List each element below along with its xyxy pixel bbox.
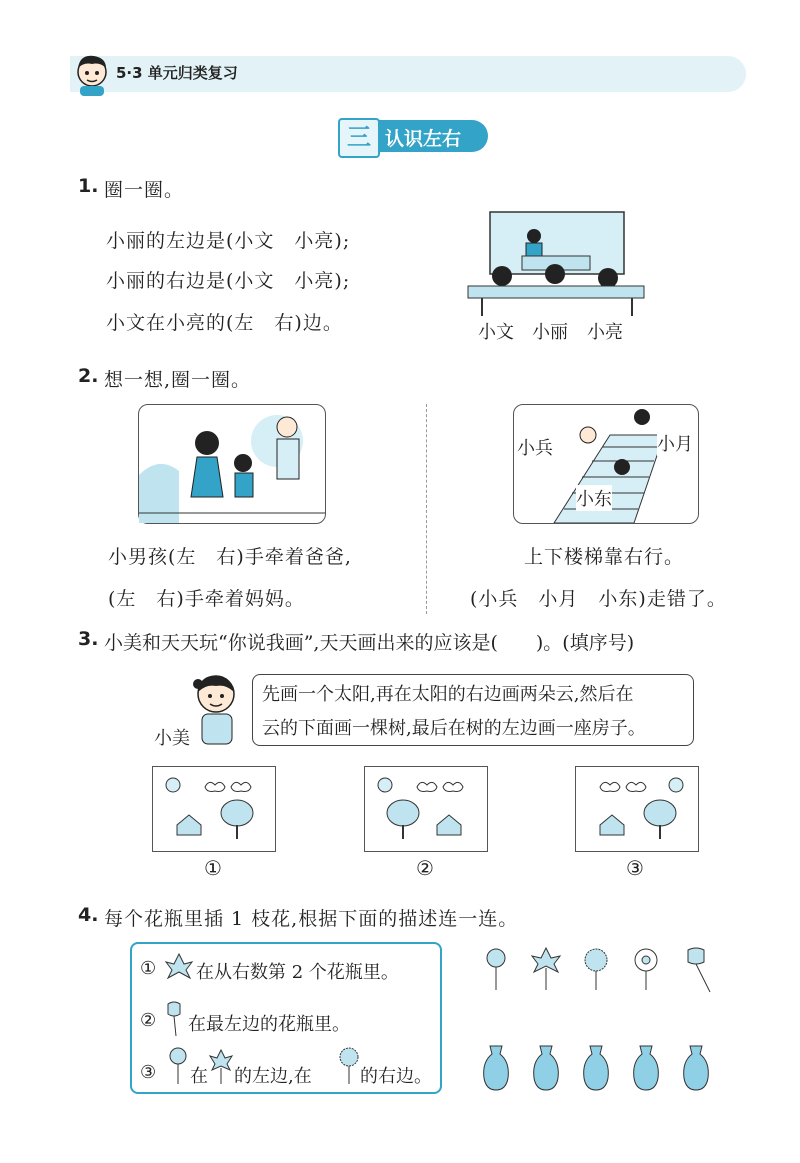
statement-2-mark: ② [140, 1010, 157, 1031]
option-1-picture [152, 766, 276, 852]
q2-left-line-1: 小男孩(左 右)手牵着爸爸, [108, 546, 352, 568]
vase-icon [584, 1046, 609, 1090]
speech-line-1: 先画一个太阳,再在太阳的右边画两朵云,然后在 [262, 684, 634, 705]
label-xiaodong: 小东 [576, 485, 612, 511]
statement-1-mark: ① [140, 958, 157, 979]
q1-line-1: 小丽的左边是(小文 小亮); [106, 230, 351, 252]
name-xiaoliang: 小亮 [587, 322, 623, 343]
q4-number: 4. [78, 904, 99, 926]
name-xiaowen: 小文 [478, 322, 514, 343]
statement-2-text: 在最左边的花瓶里。 [188, 1014, 350, 1035]
q1-line-2: 小丽的右边是(小文 小亮); [106, 270, 351, 292]
section-title: 认识左右 [385, 128, 462, 150]
lily-flower-icon [532, 948, 560, 990]
vases-row [476, 1044, 726, 1092]
divider [426, 404, 427, 614]
tulip-flower-icon [688, 948, 710, 992]
q1-number: 1. [78, 175, 99, 197]
section-number: 三 [338, 118, 380, 158]
family-walk-picture [138, 404, 326, 524]
q2-left-line-2: (左 右)手牵着妈妈。 [108, 588, 305, 610]
classroom-illustration [462, 208, 652, 318]
rose-flower-icon [166, 1046, 190, 1086]
rose-flower-icon [487, 949, 505, 990]
statement-3-text-c: 的右边。 [360, 1066, 432, 1087]
q1-prompt: 圈一圈。 [104, 179, 185, 201]
q2-number: 2. [78, 365, 99, 387]
statement-1-text: 在从右数第 2 个花瓶里。 [196, 962, 399, 983]
q2-right-line-2: (小兵 小月 小东)走错了。 [470, 588, 727, 610]
chrysanthemum-flower-icon [336, 1046, 362, 1086]
speech-line-2: 云的下面画一棵树,最后在树的左边画一座房子。 [262, 718, 646, 739]
q1-line-3: 小文在小亮的(左 右)边。 [106, 312, 343, 334]
chrysanthemum-flower-icon [585, 949, 607, 990]
mascot-boy-icon [72, 52, 112, 96]
option-2-picture [364, 766, 488, 852]
option-1-label: ① [204, 856, 222, 880]
label-xiaobing: 小兵 [517, 434, 553, 460]
label-xiaoyue: 小月 [657, 430, 693, 456]
q2-prompt: 想一想,圈一圈。 [104, 369, 252, 391]
q4-prompt: 每个花瓶里插 1 枝花,根据下面的描述连一连。 [104, 908, 519, 930]
xiaomei-girl-icon [190, 668, 246, 746]
speaker-xiaomei: 小美 [154, 728, 190, 749]
option-3-label: ③ [626, 856, 644, 880]
vase-icon [484, 1046, 509, 1090]
lily-flower-icon [164, 950, 194, 984]
statement-3-text-b: 的左边,在 [234, 1066, 312, 1087]
q3-prompt: 小美和天天玩“你说我画”,天天画出来的应该是( )。(填序号) [104, 632, 635, 654]
statement-3-text-a: 在 [190, 1066, 208, 1087]
vase-icon [634, 1046, 659, 1090]
header-title: 5·3 单元归类复习 [116, 64, 238, 82]
vase-icon [684, 1046, 709, 1090]
option-3-picture [575, 766, 699, 852]
flowers-row [476, 946, 726, 994]
q3-number: 3. [78, 628, 99, 650]
option-2-label: ② [416, 856, 434, 880]
q2-right-line-1: 上下楼梯靠右行。 [524, 546, 685, 568]
daisy-flower-icon [635, 949, 657, 990]
name-xiaoli: 小丽 [532, 322, 568, 343]
vase-icon [534, 1046, 559, 1090]
tulip-flower-icon [162, 1000, 186, 1038]
lily-flower-icon [208, 1046, 234, 1086]
statement-3-mark: ③ [140, 1062, 157, 1083]
